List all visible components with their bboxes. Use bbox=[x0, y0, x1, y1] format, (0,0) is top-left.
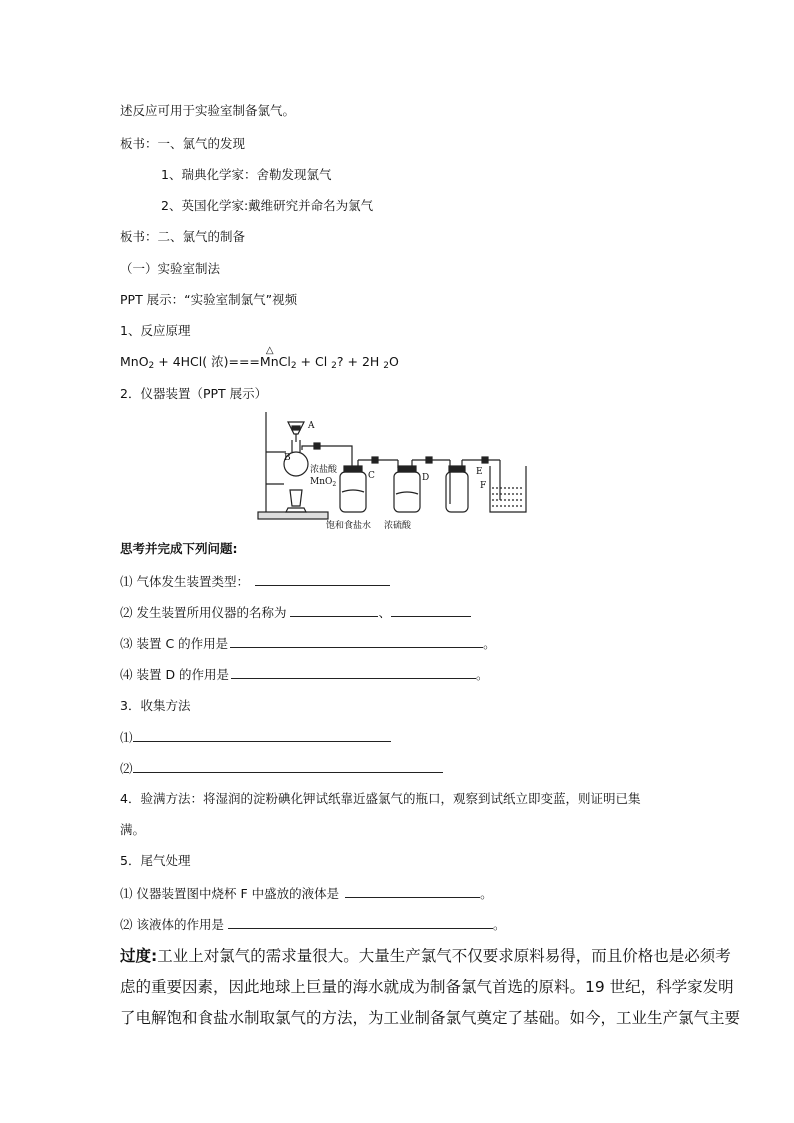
answer-blank-2b[interactable] bbox=[391, 604, 471, 617]
question-4: ⑷ 装置 D 的作用是 。 bbox=[120, 667, 489, 682]
section-lab-method: （一）实验室制法 bbox=[120, 261, 221, 276]
apparatus-diagram bbox=[254, 408, 544, 534]
apparatus-heading: 2．仪器装置（PPT 展示） bbox=[120, 386, 268, 401]
board-heading-discovery: 板书：一、氯气的发现 bbox=[120, 136, 246, 151]
answer-blank-3[interactable] bbox=[230, 635, 483, 648]
label-a: A bbox=[308, 421, 315, 431]
tail-gas-heading: 5．尾气处理 bbox=[120, 853, 191, 868]
label-c: C bbox=[368, 471, 375, 481]
bottle-c bbox=[340, 472, 366, 512]
collection-heading: 3．收集方法 bbox=[120, 698, 191, 713]
label-brine: 饱和食盐水 bbox=[326, 521, 372, 531]
label-h2so4: 浓硫酸 bbox=[384, 521, 412, 531]
discovery-item-1: 1、瑞典化学家：舍勒发现氯气 bbox=[161, 167, 332, 182]
question-2: ⑵ 发生装置所用仪器的名称为 、 bbox=[120, 604, 471, 621]
transition-paragraph-line-3: 了电解饱和食盐水制取氯气的方法，为工业制备氯气奠定了基础。如今，工业生产氯气主要 bbox=[120, 1009, 741, 1027]
question-1: ⑴ 气体发生装置类型： bbox=[120, 573, 390, 590]
label-acid: 浓盐酸 bbox=[310, 465, 338, 475]
transition-paragraph-line-1: 过度:工业上对氯气的需求量很大。大量生产氯气不仅要求原料易得，而且价格也是必须考 bbox=[120, 947, 731, 965]
label-b: B bbox=[284, 453, 291, 463]
collection-item-1: ⑴ bbox=[120, 729, 391, 746]
question-3: ⑶ 装置 C 的作用是 。 bbox=[120, 636, 496, 651]
answer-blank-c2[interactable] bbox=[133, 760, 443, 773]
discovery-item-2: 2、英国化学家:戴维研究并命名为氯气 bbox=[161, 198, 374, 213]
reaction-equation: MnO$_2$ + 4HCl( 浓)=== △ MnCl$_2$ + Cl $_2$? + 2H $_2$O bbox=[120, 345, 399, 371]
answer-blank-c1[interactable] bbox=[133, 729, 391, 742]
tail-gas-question-1: ⑴ 仪器装置图中烧杯 F 中盛放的液体是 。 bbox=[120, 886, 493, 901]
label-f: F bbox=[480, 481, 487, 491]
full-check-method: 4．验满方法：将湿润的淀粉碘化钾试纸靠近盛氯气的瓶口，观察到试纸立即变蓝，则证明已集 bbox=[120, 791, 641, 806]
full-check-method-end: 满。 bbox=[120, 822, 146, 837]
board-heading-preparation: 板书：二、氯气的制备 bbox=[120, 229, 246, 244]
stand-base bbox=[258, 512, 328, 519]
answer-blank-1[interactable] bbox=[255, 573, 390, 586]
label-d: D bbox=[422, 473, 430, 483]
label-e: E bbox=[476, 467, 483, 477]
text-line: 述反应可用于实验室制备氯气。 bbox=[120, 103, 296, 118]
reaction-principle-heading: 1、反应原理 bbox=[120, 323, 191, 338]
answer-blank-4[interactable] bbox=[231, 666, 476, 679]
label-mno2: MnO$_2$ bbox=[310, 477, 337, 488]
tail-gas-question-2: ⑵ 该液体的作用是 。 bbox=[120, 917, 506, 932]
transition-label: 过度: bbox=[120, 947, 158, 965]
answer-blank-t1[interactable] bbox=[345, 885, 480, 898]
collection-item-2: ⑵ bbox=[120, 760, 443, 777]
answer-blank-t2[interactable] bbox=[228, 916, 493, 929]
transition-paragraph-line-2: 虑的重要因素，因此地球上巨量的海水就成为制备氯气首选的原料。19 世纪，科学家发明 bbox=[120, 978, 734, 996]
answer-blank-2a[interactable] bbox=[290, 604, 378, 617]
heat-symbol: △ bbox=[265, 345, 274, 356]
burner bbox=[290, 490, 302, 506]
ppt-video-note: PPT 展示：“实验室制氯气”视频 bbox=[120, 292, 298, 307]
questions-title: 思考并完成下列问题: bbox=[120, 541, 238, 556]
beaker-f bbox=[490, 466, 526, 512]
bottle-e bbox=[446, 472, 468, 512]
